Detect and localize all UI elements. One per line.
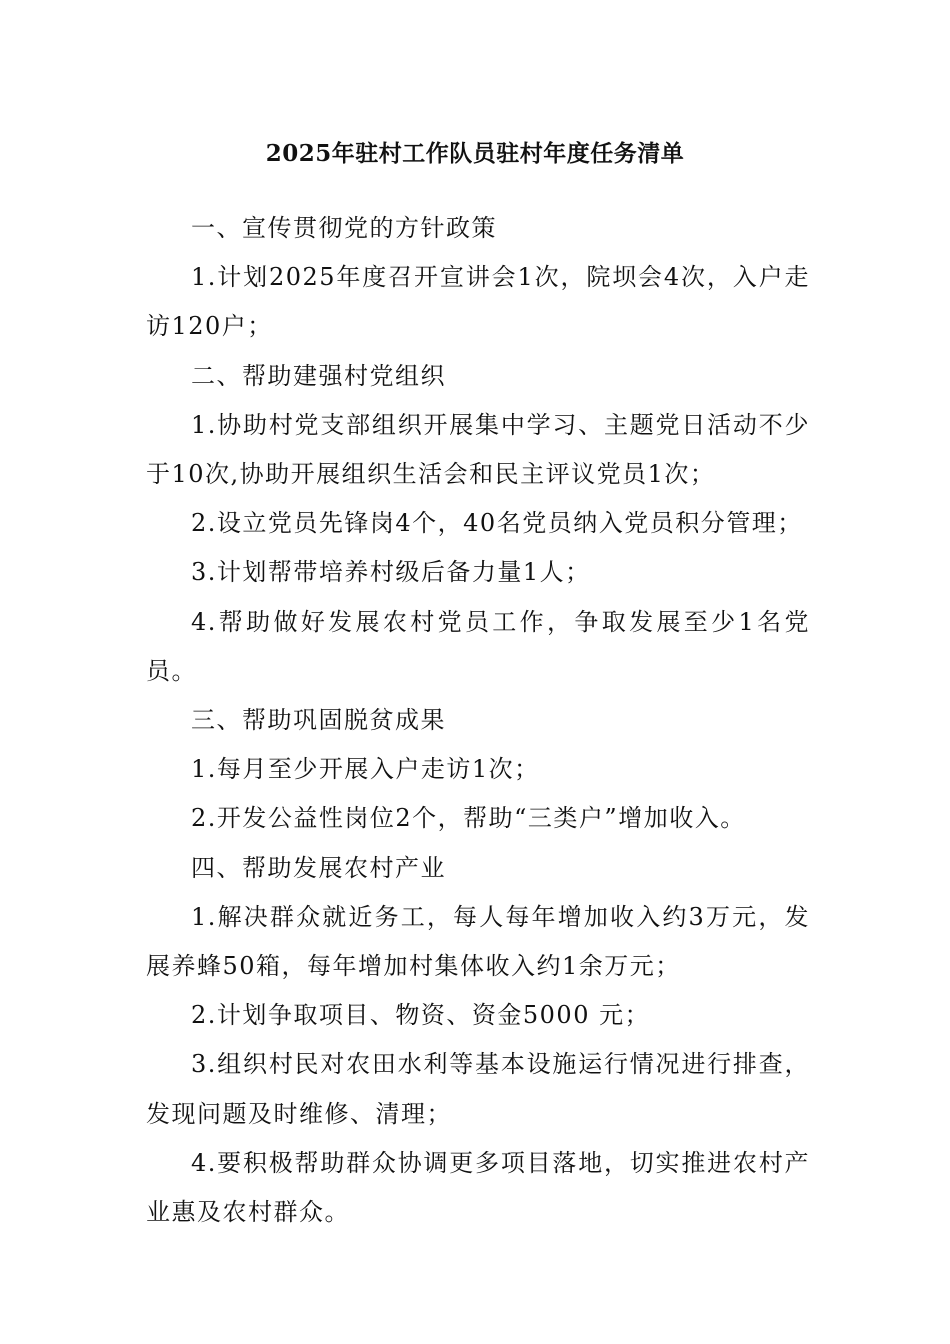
- section-heading-4: 四、帮助发展农村产业: [191, 853, 446, 882]
- list-item: 1.协助村党支部组织开展集中学习、主题党日活动不少于10次,协助开展组织生活会和民主评议党员1次；: [146, 410, 810, 489]
- section-heading-3: 三、帮助巩固脱贫成果: [191, 706, 446, 735]
- list-item: 3.计划帮带培养村级后备力量1人；: [191, 558, 591, 587]
- list-item: 2.设立党员先锋岗4个，40名党员纳入党员积分管理；: [191, 509, 803, 538]
- list-item: 4.帮助做好发展农村党员工作，争取发展至少1名党员。: [146, 607, 810, 685]
- list-item: 4.要积极帮助群众协调更多项目落地，切实推进农村产业惠及农村群众。: [146, 1148, 810, 1227]
- list-item: 1.解决群众就近务工，每人每年增加收入约3万元，发展养蜂50箱，每年增加村集体收入约1余万元；: [146, 902, 810, 981]
- list-item: 2.计划争取项目、物资、资金5000 元；: [191, 1001, 651, 1030]
- document-title: 2025年驻村工作队员驻村年度任务清单: [265, 140, 685, 167]
- list-item: 1.每月至少开展入户走访1次；: [191, 755, 540, 784]
- list-item: 1.计划2025年度召开宣讲会1次，院坝会4次，入户走访120户；: [146, 263, 810, 341]
- section-heading-2: 二、帮助建强村党组织: [191, 361, 446, 390]
- document-body: [146, 204, 810, 1237]
- section-heading-1: 一、宣传贯彻党的方针政策: [191, 214, 497, 242]
- list-item: 3.组织村民对农田水利等基本设施运行情况进行排查，发现问题及时维修、清理；: [146, 1050, 810, 1128]
- list-item: 2.开发公益性岗位2个，帮助“三类户”增加收入。: [191, 804, 746, 833]
